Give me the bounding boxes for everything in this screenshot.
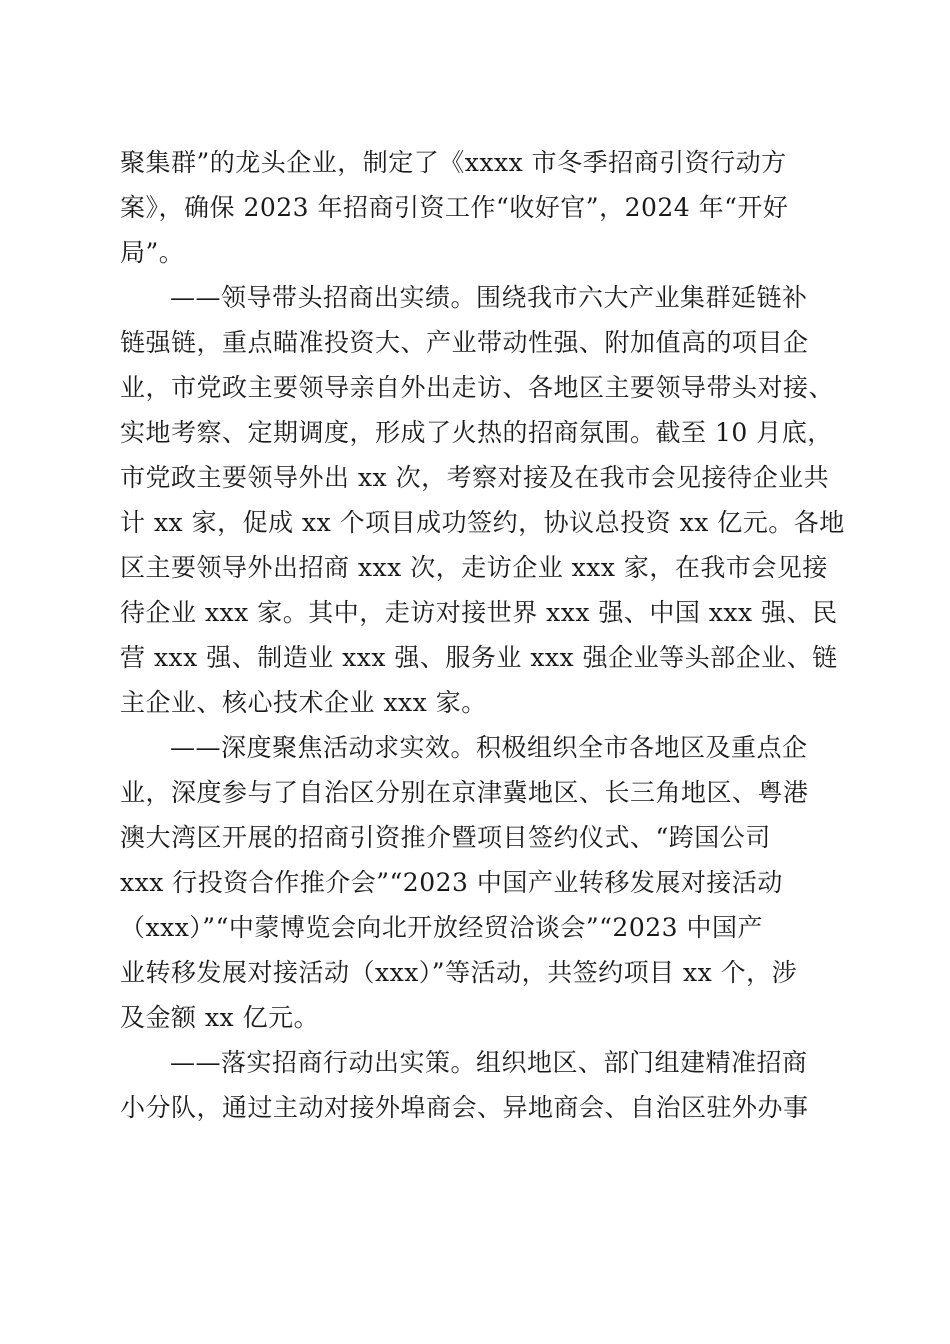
paragraph-heading-leader-investment: ——领导带头招商出实绩。围绕我市六大产业集群延链补: [170, 283, 808, 312]
paragraph-heading-focus-activities: ——深度聚焦活动求实效。积极组织全市各地区及重点企: [170, 733, 808, 762]
text-line: 待企业 xxx 家。其中，走访对接世界 xxx 强、中国 xxx 强、民: [120, 598, 838, 627]
text-line: 业，深度参与了自治区分别在京津冀地区、长三角地区、粤港: [120, 778, 809, 807]
text-line: （xxx）”“中蒙博览会向北开放经贸洽谈会”“2023 中国产: [120, 913, 763, 942]
text-line: 业转移发展对接活动（xxx）”等活动，共签约项目 xx 个，涉: [120, 958, 798, 987]
body-text: [120, 140, 845, 1130]
text-line: 业，市党政主要领导亲自外出走访、各地区主要领导带头对接、: [120, 373, 835, 402]
text-line: 实地考察、定期调度，形成了火热的招商氛围。截至 10 月底，: [120, 418, 833, 447]
text-line: 链强链，重点瞄准投资大、产业带动性强、附加值高的项目企: [120, 328, 809, 357]
text-line: 案》，确保 2023 年招商引资工作“收好官”，2024 年“开好: [120, 193, 789, 222]
text-line: xxx 行投资合作推介会”“2023 中国产业转移发展对接活动: [120, 868, 783, 897]
text-line: 局”。: [120, 238, 185, 267]
text-line: 主企业、核心技术企业 xxx 家。: [120, 688, 487, 717]
paragraph-heading-implement-actions: ——落实招商行动出实策。组织地区、部门组建精准招商: [170, 1048, 808, 1077]
text-line: 区主要领导外出招商 xxx 次，走访企业 xxx 家，在我市会见接: [120, 553, 828, 582]
text-line: 营 xxx 强、制造业 xxx 强、服务业 xxx 强企业等头部企业、链: [120, 643, 838, 672]
text-line: 小分队，通过主动对接外埠商会、异地商会、自治区驻外办事: [120, 1093, 809, 1122]
text-line: 计 xx 家，促成 xx 个项目成功签约，协议总投资 xx 亿元。各地: [120, 508, 845, 537]
text-line: 聚集群”的龙头企业，制定了《xxxx 市冬季招商引资行动方: [120, 148, 787, 177]
text-line: 澳大湾区开展的招商引资推介暨项目签约仪式、“跨国公司: [120, 823, 771, 852]
text-line: 市党政主要领导外出 xx 次，考察对接及在我市会见接待企业共: [120, 463, 830, 492]
text-line: 及金额 xx 亿元。: [120, 1003, 320, 1032]
